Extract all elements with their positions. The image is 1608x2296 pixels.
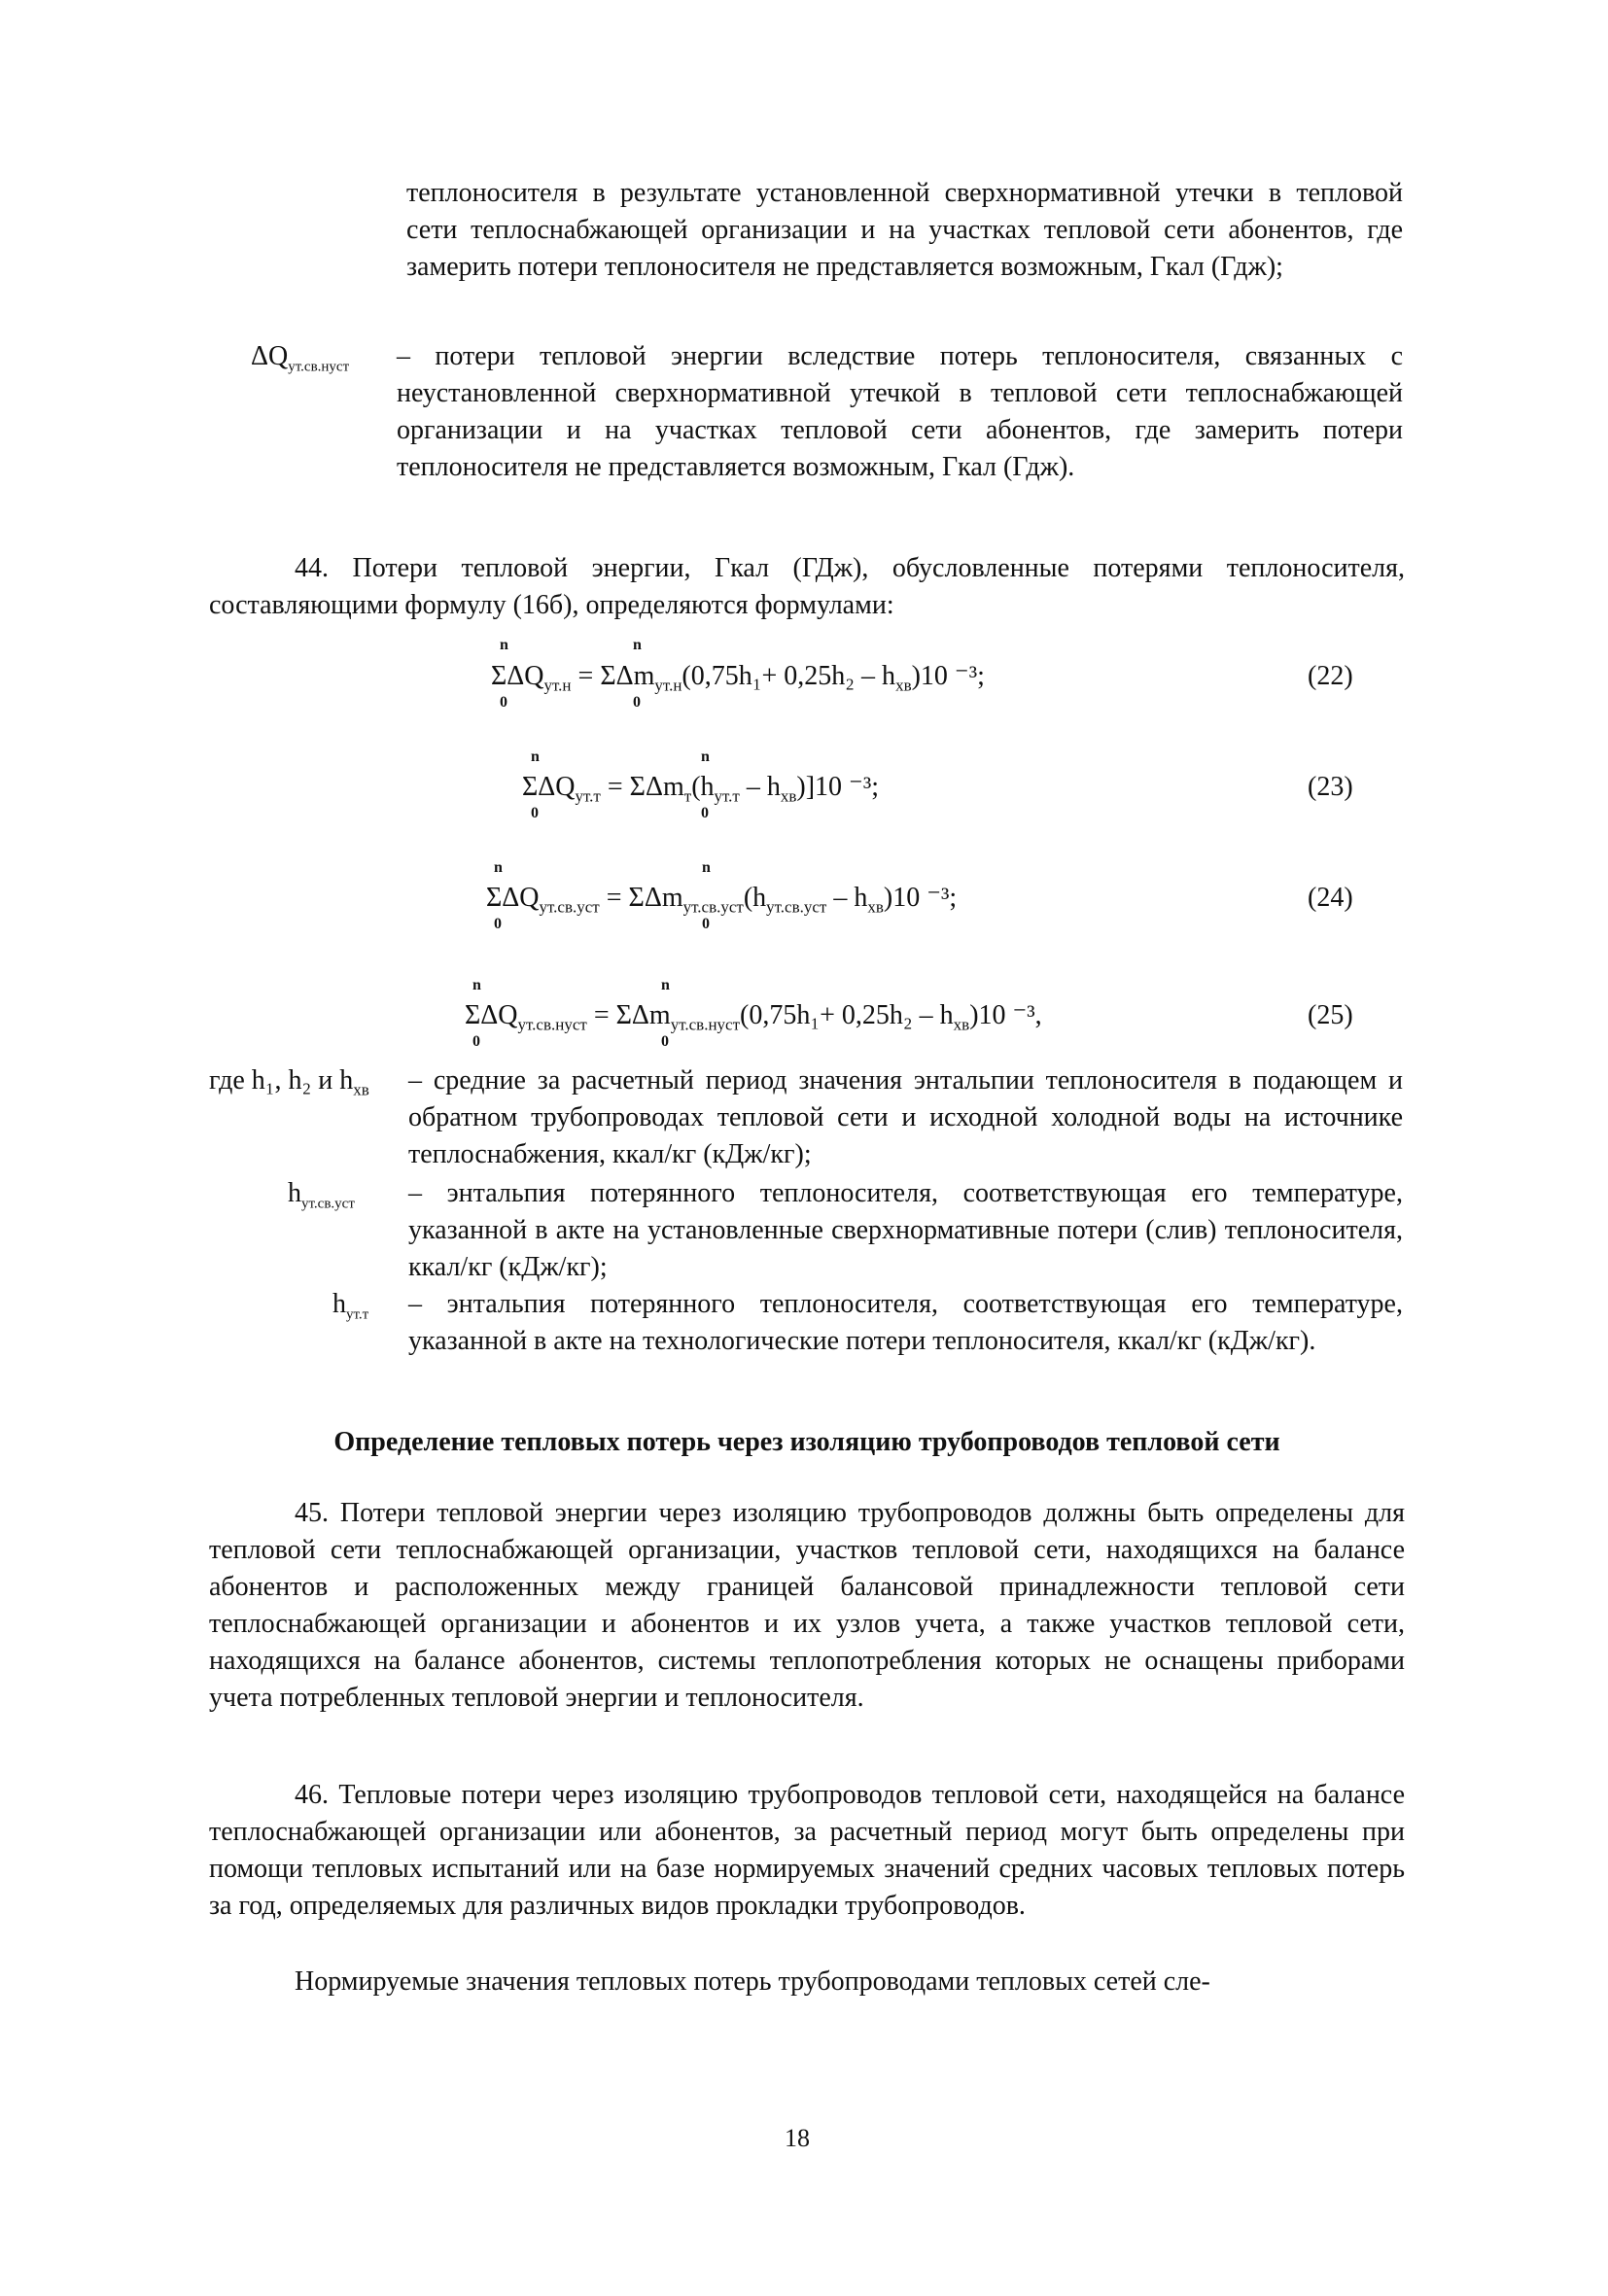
formula-25-body: $\Sigma\Delta Q_{ут.св.нуст} = \Sigma\Delta m_{ут.св.нуст}(0,75h_1+ 0,25h_2 - h_{хв})10$ ⁻³, bbox=[465, 1000, 1042, 1034]
formula-23-number: (23) bbox=[1308, 772, 1353, 802]
formula-22-lower-limit-right: 0 bbox=[633, 694, 641, 711]
formula-25-lower-limit-left: 0 bbox=[472, 1033, 480, 1050]
formula-22-number: (22) bbox=[1308, 661, 1353, 691]
formula-24-lower-limit-left: 0 bbox=[494, 916, 502, 932]
def-dq-text: – потери тепловой энергии вследствие потерь теплоносителя, связанных с неустановленной сверхнормативной утечкой в тепловой сети теплоснабжающей организации и на участках тепловой сети абонентов, где замерить потери теплоносителя не представляется возможным, Гкал (Гдж). bbox=[397, 341, 1403, 482]
formula-22-lower-limit-left: 0 bbox=[500, 694, 507, 711]
formula-22-body: $\Sigma\Delta Q_{ут.н} = \Sigma\Delta m_{ут.н}(0,75h_1+ 0,25h_2 - h_{хв})10$ ⁻³; bbox=[491, 661, 985, 695]
paragraph-44: 44. Потери тепловой энергии, Гкал (ГДж), обусловленные потерями теплоносителя, составляющими формулу (16б), определяются формулами: bbox=[209, 553, 1405, 620]
paragraph-45: 45. Потери тепловой энергии через изоляцию трубопроводов должны быть определены для тепловой сети теплоснабжающей организации, участков тепловой сети, находящихся на балансе абонентов и расположенных между границей балансовой принадлежности тепловой сети теплоснабжающей организации и абонентов и их узлов учета, а также участков тепловой сети, находящихся на балансе абонентов, системы теплопотребления которых не оснащены приборами учета потребленных тепловой энергии и теплоносителя. bbox=[209, 1498, 1405, 1713]
formula-24-lower-limit-right: 0 bbox=[702, 916, 710, 932]
def-h-t-term: $h_{ут.т}$ bbox=[332, 1289, 369, 1323]
formula-24-upper-limit-right: n bbox=[702, 859, 711, 876]
formula-22-upper-limit-right: n bbox=[633, 637, 642, 653]
section-heading: Определение тепловых потерь через изоляцию трубопроводов тепловой сети bbox=[333, 1427, 1280, 1457]
formula-25-lower-limit-right: 0 bbox=[661, 1033, 669, 1050]
formula-23-lower-limit-left: 0 bbox=[531, 805, 539, 821]
paragraph-last: Нормируемые значения тепловых потерь трубопроводами тепловых сетей сле- bbox=[295, 1966, 1210, 1997]
def-h-ust-text: – энтальпия потерянного теплоносителя, соответствующая его температуре, указанной в акте на установленные сверхнормативные потери (слив) теплоносителя, ккал/кг (кДж/кг); bbox=[408, 1178, 1403, 1282]
formula-23-lower-limit-right: 0 bbox=[701, 805, 709, 821]
def-dq-subscript: ут.св.нуст bbox=[288, 359, 350, 375]
paragraph-46: 46. Тепловые потери через изоляцию трубопроводов тепловой сети, находящейся на балансе теплоснабжающей организации или абонентов, за расчетный период могут быть определены при помощи тепловых испытаний или на базе нормируемых значений средних часовых тепловых потерь за год, определяемых для различных видов прокладки трубопроводов. bbox=[209, 1780, 1405, 1921]
formula-23-upper-limit-left: n bbox=[531, 748, 540, 765]
formula-24-body: $\Sigma\Delta Q_{ут.св.уст} = \Sigma\Delta m_{ут.св.уст}(h_{ут.св.уст} - h_{хв})10$ ⁻³; bbox=[486, 883, 958, 917]
formula-23-upper-limit-right: n bbox=[701, 748, 710, 765]
formula-25-upper-limit-left: n bbox=[472, 977, 481, 993]
formula-25-upper-limit-right: n bbox=[661, 977, 670, 993]
page-number: 18 bbox=[785, 2124, 810, 2152]
def-dq-symbol: ΔQ bbox=[251, 341, 289, 371]
where-label: где h₁, h₂ и $h_{хв}$ bbox=[209, 1065, 369, 1099]
formula-24-upper-limit-left: n bbox=[494, 859, 503, 876]
def-dq-term bbox=[251, 338, 349, 386]
def-h-t-text: – энтальпия потерянного теплоносителя, соответствующая его температуре, указанной в акте на технологические потери теплоносителя, ккал/кг (кДж/кг). bbox=[408, 1289, 1403, 1356]
where-text: – средние за расчетный период значения энтальпии теплоносителя в подающем и обратном трубопроводах тепловой сети и исходной холодной воды на источнике теплоснабжения, ккал/кг (кДж/кг); bbox=[408, 1065, 1403, 1169]
formula-23-body: $\Sigma\Delta Q_{ут.т} = \Sigma\Delta m_т(h_{ут.т} - h_{хв})]10$ ⁻³; bbox=[522, 772, 880, 806]
formula-22-upper-limit-left: n bbox=[500, 637, 508, 653]
top-continuation-text: теплоносителя в результате установленной сверхнормативной утечки в тепловой сети теплоснабжающей организации и на участках тепловой сети абонентов, где замерить потери теплоносителя не представляется возможным, Гкал (Гдж); bbox=[406, 178, 1403, 282]
formula-25-number: (25) bbox=[1308, 1000, 1353, 1030]
def-h-ust-term: $h_{ут.св.уст}$ bbox=[288, 1178, 355, 1212]
formula-24-number: (24) bbox=[1308, 883, 1353, 913]
